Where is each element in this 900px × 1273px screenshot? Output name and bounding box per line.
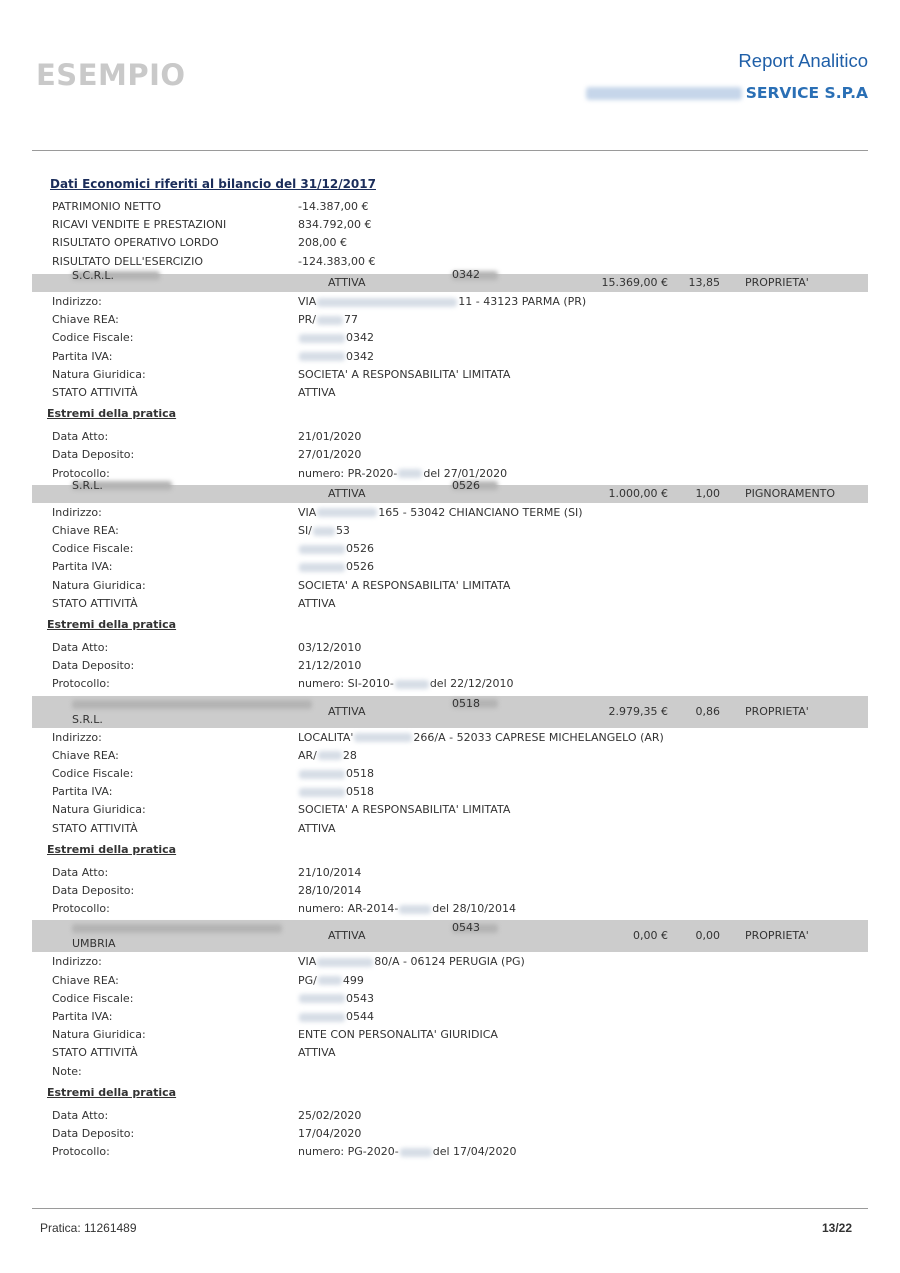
activity-status-label: STATO ATTIVITÀ [52,596,138,610]
participation-header [32,268,868,292]
participation-name-block [72,697,103,727]
rea-key-label: Chiave REA: [52,524,119,537]
participation-type: PIGNORAMENTO [745,486,836,500]
redacted-value [354,733,412,742]
legal-nature-value: SOCIETA' A RESPONSABILITA' LIMITATA [298,578,511,592]
address-label: Indirizzo: [52,730,102,744]
deed-date-value: 03/12/2010 [298,641,362,654]
participation-status: ATTIVA [328,486,366,500]
filing-date-value: 27/01/2020 [298,448,362,462]
redacted-value [317,298,457,307]
vat-number-suffix: 0342 [346,349,374,363]
legal-nature-label: Natura Giuridica: [52,578,146,592]
participation-name-line2: S.R.L. [72,712,103,726]
redacted-value [395,680,429,689]
tax-code-value [298,990,374,1008]
footer-pratica: Pratica: 11261489 [40,1221,137,1235]
redacted-value [299,770,345,779]
participation-header [32,920,868,952]
rea-key-value [298,311,358,329]
legal-nature-value: ENTE CON PERSONALITA' GIURIDICA [298,1028,498,1042]
address-suffix: 165 - 53042 CHIANCIANO TERME (SI) [378,505,583,519]
rea-key-label: Chiave REA: [52,748,119,762]
filing-date-label: Data Deposito: [52,448,135,462]
rea-prefix: AR/ [298,748,317,762]
redacted-value [317,958,373,967]
participation-type: PROPRIETA' [745,929,809,943]
participation-name-line2: UMBRIA [72,937,116,951]
tax-code-label: Codice Fiscale: [52,542,134,556]
redacted-value [299,352,345,361]
tax-code-suffix: 0526 [346,542,374,556]
participation-name-block [72,921,116,951]
rea-suffix: 28 [342,748,357,762]
participation-header [32,696,868,728]
protocol-label: Protocollo: [52,677,110,691]
economic-1-value: 834.792,00 € [298,218,372,232]
economic-1-label: RICAVI VENDITE E PRESTAZIONI [52,218,227,232]
address-prefix: LOCALITA' [298,730,354,744]
economic-2-value: 208,00 € [298,236,347,250]
note-label: Note: [52,1064,82,1078]
legal-nature-label: Natura Giuridica: [52,1028,146,1042]
header-divider [32,150,868,151]
company-name [586,84,868,102]
participation-tax-code-suffix: 0543 [452,921,480,935]
redacted-value [299,994,345,1003]
legal-nature-label: Natura Giuridica: [52,803,146,817]
address-label: Indirizzo: [52,955,102,969]
rea-prefix: PR/ [298,313,316,327]
redacted-value [72,924,282,933]
address-label: Indirizzo: [52,295,102,308]
deed-date-value: 21/01/2020 [298,430,362,444]
rea-key-value [298,747,357,765]
redacted-value [299,1013,345,1022]
participation-amount: 15.369,00 € [601,276,668,289]
deed-date-label: Data Atto: [52,641,109,654]
participation-tax-code-suffix: 0518 [452,696,480,710]
vat-number-value [298,348,374,366]
economic-2-label: RISULTATO OPERATIVO LORDO [52,236,219,250]
rea-prefix: SI/ [298,524,312,537]
rea-key-value [298,972,364,990]
tax-code-label: Codice Fiscale: [52,331,134,345]
vat-number-label: Partita IVA: [52,349,113,363]
estremi-heading: Estremi della pratica [47,1085,177,1099]
vat-number-value [298,783,374,801]
watermark: ESEMPIO [36,58,186,92]
deed-date-label: Data Atto: [52,865,109,879]
vat-number-label: Partita IVA: [52,1010,113,1023]
protocol-value [298,1143,516,1161]
redacted-value [318,751,342,760]
participation-tax-code-suffix: 0526 [452,478,480,492]
report-title: Report Analitico [738,50,868,71]
address-prefix: VIA [298,955,317,969]
deed-date-label: Data Atto: [52,430,109,444]
protocol-value [298,675,514,693]
participation-name-line1 [72,697,103,712]
rea-suffix: 53 [335,524,350,537]
participation-percentage: 0,86 [695,704,720,718]
redacted-value [299,334,345,343]
redacted-value [317,508,377,517]
redacted-company-name [586,87,742,100]
tax-code-value [298,540,374,558]
vat-number-value [298,1008,374,1026]
address-value [298,504,583,522]
economic-0-value: -14.387,00 € [298,200,369,213]
economic-section-title: Dati Economici riferiti al bilancio del 31/12/2017 [50,177,376,191]
protocol-suffix: del 28/10/2014 [432,902,516,916]
activity-status-label: STATO ATTIVITÀ [52,821,138,835]
redacted-value [299,545,345,554]
activity-status-value: ATTIVA [298,596,336,610]
rea-suffix: 499 [342,973,364,987]
protocol-prefix: numero: AR-2014- [298,902,399,916]
tax-code-value [298,329,374,347]
rea-prefix: PG/ [298,973,317,987]
legal-nature-value: SOCIETA' A RESPONSABILITA' LIMITATA [298,367,511,381]
tax-code-label: Codice Fiscale: [52,991,134,1005]
deed-date-value: 25/02/2020 [298,1108,362,1122]
participation-amount: 0,00 € [633,929,668,943]
protocol-prefix: numero: PR-2020- [298,466,398,480]
redacted-value [313,527,335,536]
participation-status: ATTIVA [328,929,366,943]
tax-code-suffix: 0518 [346,767,374,780]
address-suffix: 80/A - 06124 PERUGIA (PG) [374,955,525,969]
filing-date-label: Data Deposito: [52,884,135,897]
estremi-heading: Estremi della pratica [47,407,177,421]
activity-status-value: ATTIVA [298,1046,336,1060]
vat-number-value [298,558,374,576]
redacted-value [318,976,342,985]
filing-date-value: 28/10/2014 [298,884,362,897]
participation-status: ATTIVA [328,276,366,289]
participation-header [32,478,868,503]
vat-number-label: Partita IVA: [52,560,113,574]
deed-date-label: Data Atto: [52,1108,109,1122]
protocol-suffix: del 17/04/2020 [432,1145,517,1159]
activity-status-label: STATO ATTIVITÀ [52,386,138,399]
economic-3-value: -124.383,00 € [298,254,376,268]
filing-date-value: 21/12/2010 [298,659,362,673]
participation-amount: 2.979,35 € [608,704,668,718]
deed-date-value: 21/10/2014 [298,865,362,879]
tax-code-label: Codice Fiscale: [52,767,134,780]
participation-name [72,921,116,951]
participation-amount: 1.000,00 € [608,486,668,500]
address-prefix: VIA [298,295,317,308]
economic-3-label: RISULTATO DELL'ESERCIZIO [52,254,203,268]
estremi-heading: Estremi della pratica [47,618,177,631]
footer-page-number: 13/22 [821,1221,852,1235]
rea-key-label: Chiave REA: [52,313,119,327]
vat-number-suffix: 0544 [346,1010,374,1023]
redacted-value [400,1148,432,1157]
redacted-value [72,700,312,709]
redacted-value [317,316,343,325]
address-label: Indirizzo: [52,505,102,519]
participation-name [72,697,103,727]
participation-name-line1 [72,921,116,936]
legal-nature-label: Natura Giuridica: [52,367,146,381]
vat-number-suffix: 0526 [346,560,374,574]
address-value [298,953,525,971]
protocol-prefix: numero: PG-2020- [298,1145,399,1159]
participation-percentage: 1,00 [695,486,720,500]
activity-status-value: ATTIVA [298,821,336,835]
redacted-value [399,905,431,914]
tax-code-suffix: 0543 [346,991,374,1005]
vat-number-label: Partita IVA: [52,785,113,799]
participation-percentage: 0,00 [695,929,720,943]
address-prefix: VIA [298,505,317,519]
participation-percentage: 13,85 [688,276,720,289]
participation-name-suffix: S.R.L. [72,479,103,493]
protocol-suffix: del 27/01/2020 [423,466,508,480]
redacted-value [299,563,345,572]
filing-date-label: Data Deposito: [52,659,135,673]
activity-status-label: STATO ATTIVITÀ [52,1046,138,1060]
participation-type: PROPRIETA' [745,276,809,289]
filing-date-value: 17/04/2020 [298,1127,362,1140]
rea-key-label: Chiave REA: [52,973,119,987]
estremi-heading: Estremi della pratica [47,842,177,856]
economic-0-label: PATRIMONIO NETTO [52,200,162,213]
participation-name-suffix: S.C.R.L. [72,268,115,282]
address-value [298,293,586,311]
filing-date-label: Data Deposito: [52,1127,135,1140]
tax-code-suffix: 0342 [346,331,374,345]
rea-suffix: 77 [343,313,358,327]
vat-number-suffix: 0518 [346,785,374,799]
address-suffix: 266/A - 52033 CAPRESE MICHELANGELO (AR) [413,730,664,744]
footer-divider [32,1208,868,1209]
protocol-suffix: del 22/12/2010 [429,677,514,691]
protocol-prefix: numero: SI-2010- [298,677,394,691]
company-suffix: SERVICE S.P.A [745,84,868,102]
address-suffix: 11 - 43123 PARMA (PR) [458,295,587,308]
participation-tax-code-suffix: 0342 [452,268,480,281]
tax-code-value [298,765,374,783]
protocol-value [298,900,516,918]
redacted-value [398,469,422,478]
rea-key-value [298,522,350,540]
legal-nature-value: SOCIETA' A RESPONSABILITA' LIMITATA [298,803,511,817]
participation-status: ATTIVA [328,704,366,718]
protocol-label: Protocollo: [52,902,110,916]
protocol-label: Protocollo: [52,466,110,480]
activity-status-value: ATTIVA [298,386,336,399]
address-value [298,729,664,747]
redacted-value [299,788,345,797]
protocol-label: Protocollo: [52,1145,110,1159]
participation-type: PROPRIETA' [745,704,809,718]
